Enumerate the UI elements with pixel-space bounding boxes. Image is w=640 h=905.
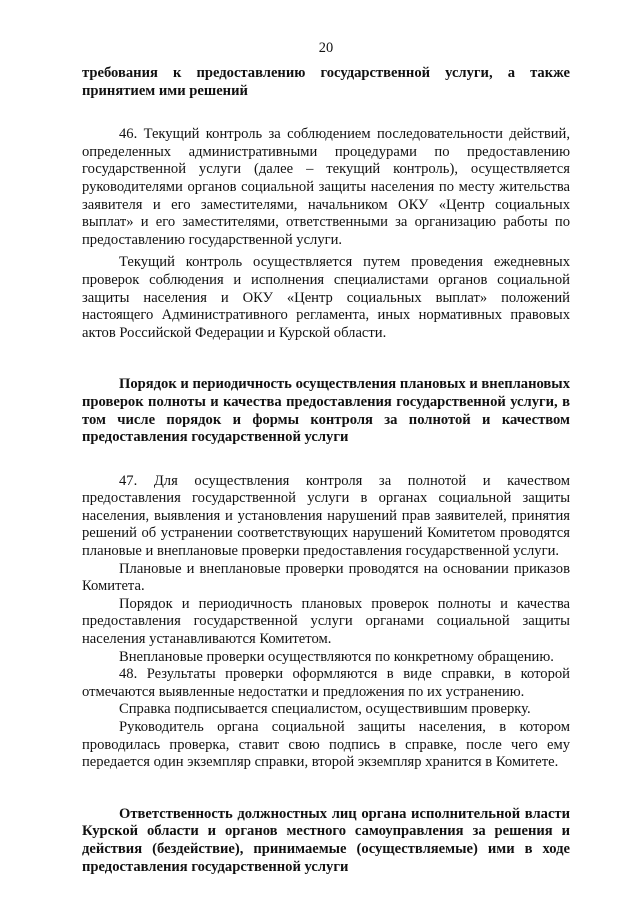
- paragraph-47-periodicity: Порядок и периодичность плановых проверок полноты и качества предоставления государственной услуги органами социальной защиты населения устанавливаются Комитетом.: [82, 595, 570, 648]
- paragraph-47: 47. Для осуществления контроля за полнотой и качеством предоставления государственной услуги в органах социальной защиты населения, выявления и установления нарушений прав заявителей, принятия решений об устранении соответствующих нарушений Комитетом проводятся плановые и внеплановые проверки предоставления государственной услуги.: [82, 472, 570, 560]
- paragraph-48-head-signature: Руководитель органа социальной защиты населения, в котором проводилась проверка, ставит свою подпись в справке, после чего ему передается один экземпляр справки, второй экземпляр хранится в Комитете.: [82, 719, 570, 771]
- paragraph-47-planned-checks: Плановые и внеплановые проверки проводятся на основании приказов Комитета.: [82, 560, 570, 595]
- paragraph-48-signature: Справка подписывается специалистом, осуществившим проверку.: [119, 701, 531, 718]
- document-page: [82, 40, 570, 876]
- section-heading-continuation: требования к предоставлению государственной услуги, а также принятием ими решений: [82, 65, 570, 99]
- paragraph-48: 48. Результаты проверки оформляются в виде справки, в которой отмечаются выявленные недостатки и предложения по их устранению.: [82, 666, 570, 700]
- paragraph-47-unscheduled: Внеплановые проверки осуществляются по конкретному обращению.: [119, 648, 554, 665]
- paragraph-46: 46. Текущий контроль за соблюдением последовательности действий, определенных административными процедурами по предоставлению государственной услуги (далее – текущий контроль), осуществляется руководителями органов социальной защиты населения по месту жительства заявителя и его заместителями, начальником ОКУ «Центр социальных выплат» и его заместителями, ответственными за организацию работы по предоставлению государственной услуги.: [82, 126, 570, 248]
- page-number: 20: [318, 40, 334, 56]
- section-heading-responsibility: Ответственность должностных лиц органа исполнительной власти Курской области и органов местного самоуправления за решения и действия (бездействие), принимаемые (осуществляемые) ими в ходе предоставления государственной услуги: [82, 805, 570, 875]
- paragraph-46-current-control: Текущий контроль осуществляется путем проведения ежедневных проверок соблюдения и исполнения специалистами органов социальной защиты населения и ОКУ «Центр социальных выплат» положений настоящего Административного регламента, иных нормативных правовых актов Российской Федерации и Курской области.: [82, 254, 570, 341]
- section-heading-inspections: Порядок и периодичность осуществления плановых и внеплановых проверок полноты и качества предоставления государственной услуги, в том числе порядок и формы контроля за полнотой и качеством предоставления государственной услуги: [82, 376, 570, 446]
